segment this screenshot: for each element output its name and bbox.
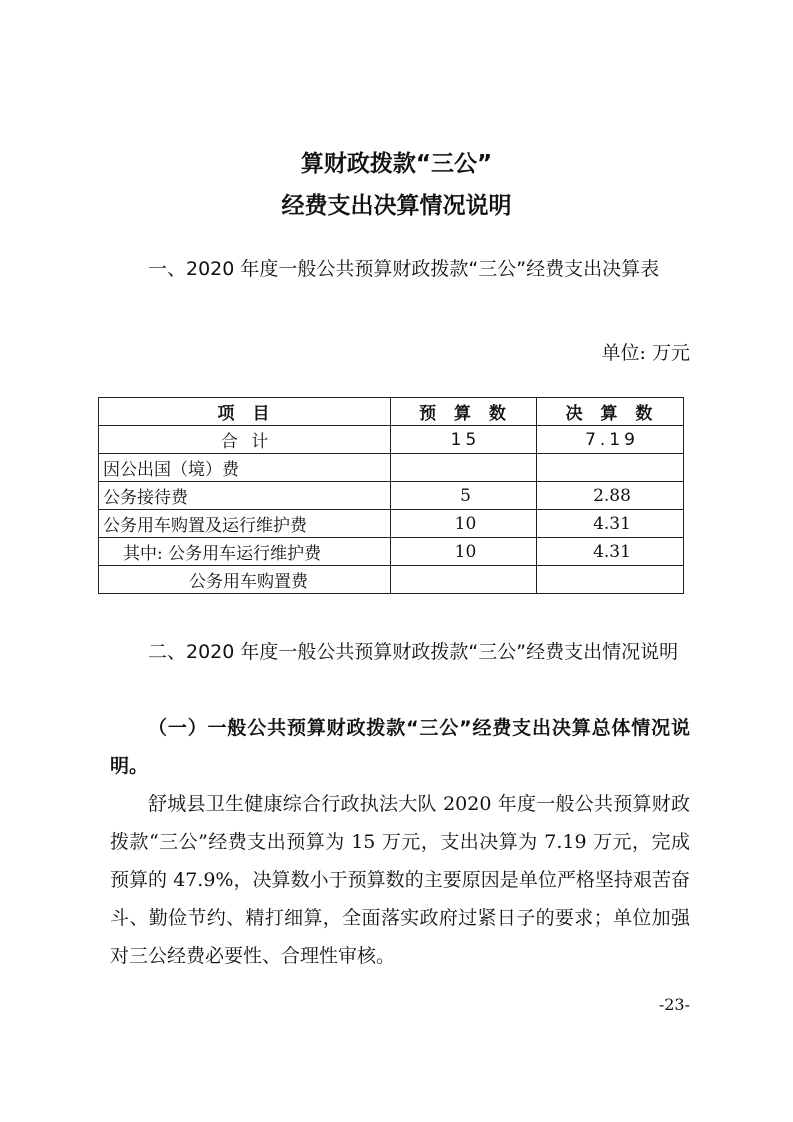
row-budget [391,566,537,594]
section2-body: 舒城县卫生健康综合行政执法大队 2020 年度一般公共预算财政拨款“三公”经费支出预算为 15 万元，支出决算为 7.19 万元，完成预算的 47.9%，决算数小于预算数的主要原因是单位严格坚持艰苦奋斗、勤俭节约、精打细算，全面落实政府过紧日子的要求；单位加强对三公经费必要性、合理性审核。 [110,793,690,967]
row-budget: 5 [391,482,537,510]
table-row [99,482,684,510]
header-item: 项 目 [99,398,391,426]
total-budget: 15 [391,426,537,454]
row-label: 其中: 公务用车运行维护费 [99,538,391,566]
table-total-row [99,426,684,454]
unit-label: 单位: 万元 [601,342,690,364]
total-actual: 7.19 [537,426,684,454]
header-budget: 预 算 数 [391,398,537,426]
table-row [99,454,684,482]
row-budget: 10 [391,510,537,538]
doc-title-line1: 算财政拨款“三公” [300,151,493,177]
row-actual [537,454,684,482]
section1-heading: 一、2020 年度一般公共预算财政拨款“三公”经费支出决算表 [148,258,660,280]
table-row [99,538,684,566]
row-label: 公务用车购置费 [99,566,391,594]
row-actual: 2.88 [537,482,684,510]
row-actual [537,566,684,594]
budget-table [98,397,684,594]
doc-title-line2: 经费支出决算情况说明 [281,193,512,219]
table-row [99,510,684,538]
row-budget: 10 [391,538,537,566]
row-actual: 4.31 [537,510,684,538]
section2-heading: 二、2020 年度一般公共预算财政拨款“三公”经费支出情况说明 [148,641,679,663]
section2-subheading: （一）一般公共预算财政拨款“三公”经费支出决算总体情况说明。 [110,717,690,777]
table-header-row [99,398,684,426]
row-label: 公务用车购置及运行维护费 [99,510,391,538]
row-actual: 4.31 [537,538,684,566]
page-number: -23- [658,995,690,1014]
row-label: 公务接待费 [99,482,391,510]
row-budget [391,454,537,482]
total-label: 合 计 [99,426,391,454]
table-row [99,566,684,594]
header-actual: 决 算 数 [537,398,684,426]
row-label: 因公出国（境）费 [99,454,391,482]
